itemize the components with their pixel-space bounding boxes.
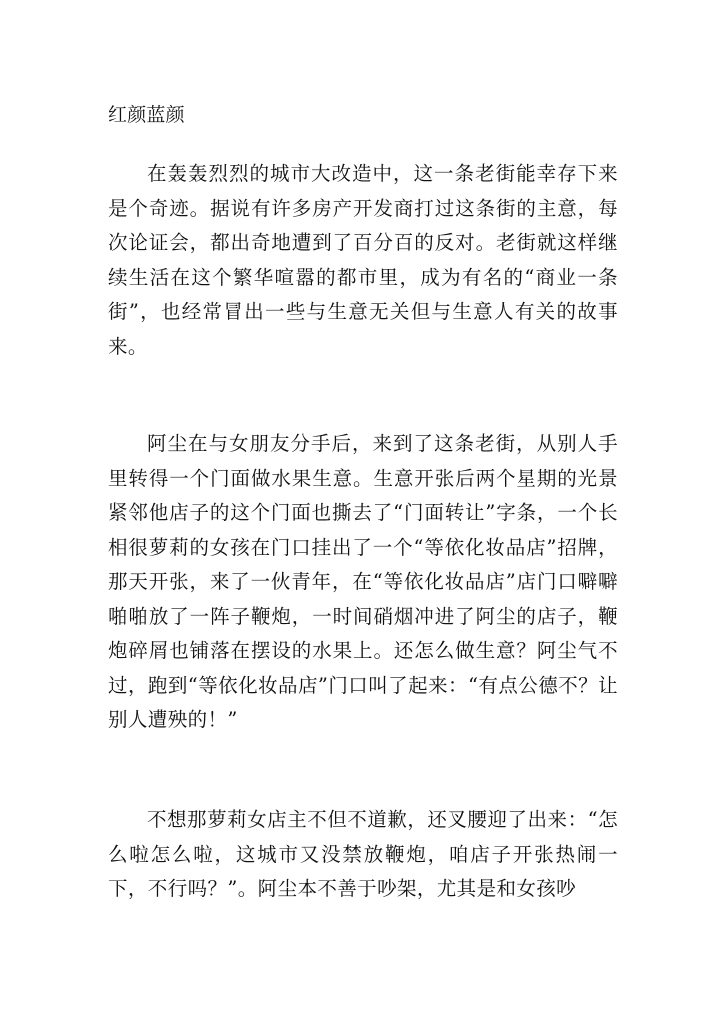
document-title: 红颜蓝颜 bbox=[108, 104, 185, 126]
paragraph-2: 阿尘在与女朋友分手后，来到了这条老街，从别人手里转得一个门面做水果生意。生意开张后两个星期的光景紧邻他店子的这个门面也撕去了“门面转让”字条，一个长相很萝莉的女孩在门口挂出了一个“等依化妆品店”招牌，那天开张，来了一伙青年，在“等依化妆品店”店门口噼噼啪啪放了一阵子鞭炮，一时间硝烟冲进了阿尘的店子，鞭炮碎屑也铺落在摆设的水果上。还怎么做生意？阿尘气不过，跑到“等依化妆品店”门口叫了起来：“有点公德不？让别人遭殃的！” bbox=[108, 432, 618, 731]
paragraph-3: 不想那萝莉女店主不但不道歉，还叉腰迎了出来：“怎么啦怎么啦，这城市又没禁放鞭炮，咱店子开张热闹一下，不行吗？”。阿尘本不善于吵架，尤其是和女孩吵 bbox=[108, 808, 618, 900]
paragraph-1: 在轰轰烈烈的城市大改造中，这一条老街能幸存下来是个奇迹。据说有许多房产开发商打过这条街的主意，每次论证会，都出奇地遭到了百分百的反对。老街就这样继续生活在这个繁华喧嚣的都市里，成为有名的“商业一条街”，也经常冒出一些与生意无关但与生意人有关的故事来。 bbox=[108, 162, 618, 358]
